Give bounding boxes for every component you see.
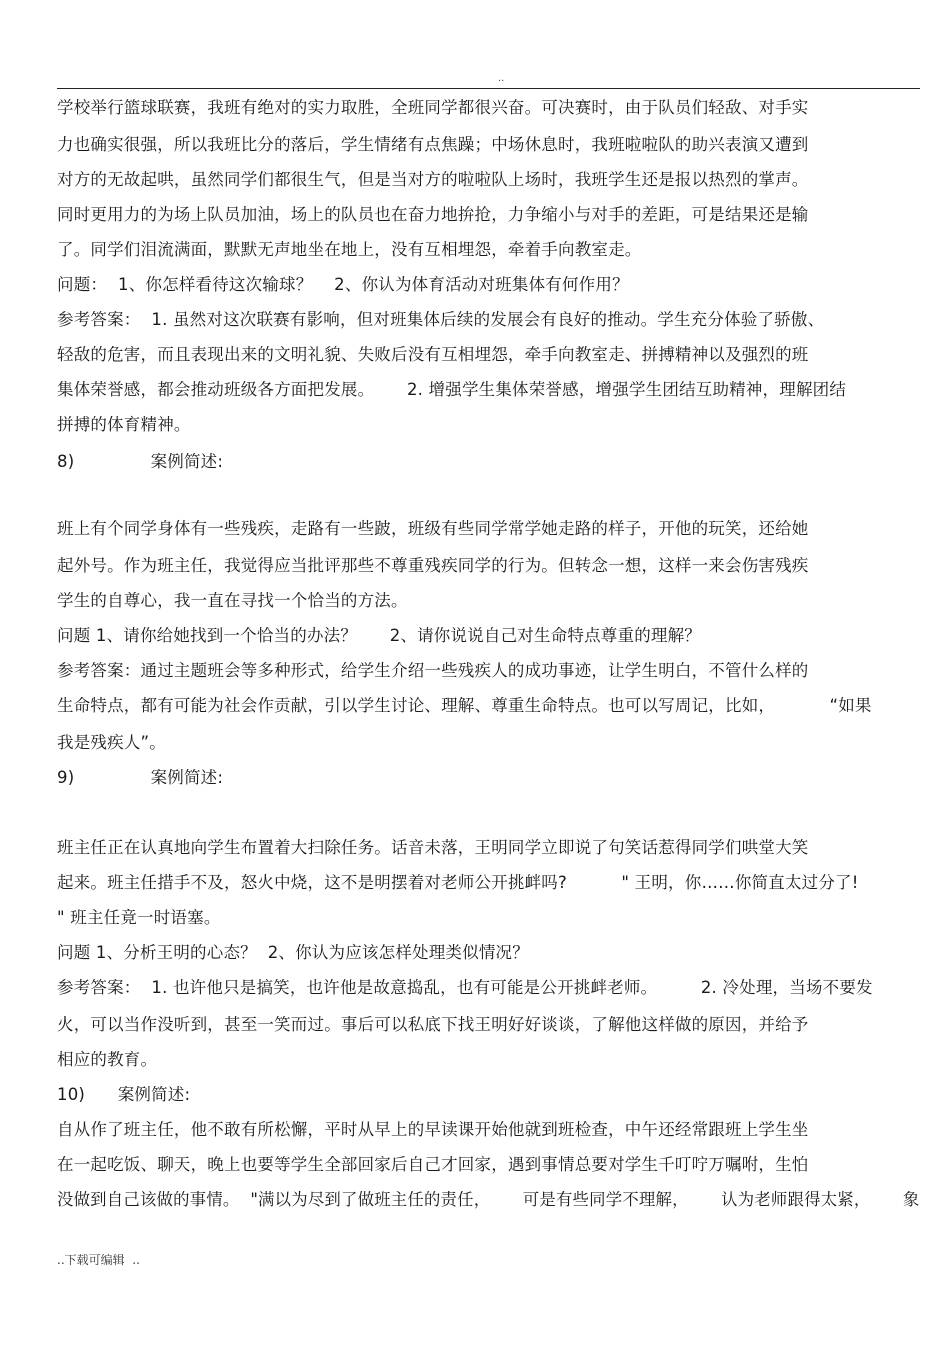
body-line: 学生的自尊心，我一直在寻找一个恰当的方法。 [57,591,408,610]
case-heading-10: 10) 案例简述: [57,1085,191,1104]
header-rule [57,88,920,89]
case-heading-8: 8) 案例简述: [57,452,224,471]
footer-note: ..下载可编辑 .. [57,1253,140,1267]
body-line: 对方的无故起哄，虽然同学们都很生气，但是当对方的啦啦队上场时，我班学生还是报以热烈的掌声。 [57,170,809,189]
answer-line: 参考答案： 1. 虽然对这次联赛有影响，但对班集体后续的发展会有良好的推动。学生充分体验了骄傲、 [57,310,825,329]
answer-line: 相应的教育。 [57,1050,158,1069]
question-line: 问题 1、分析王明的心态？ 2、你认为应该怎样处理类似情况？ [57,943,529,962]
body-line: 同时更用力的为场上队员加油，场上的队员也在奋力地拚抢，力争缩小与对手的差距，可是结果还是输 [57,205,809,224]
case-heading-9: 9) 案例简述: [57,768,224,787]
body-line: 了。同学们泪流满面，默默无声地坐在地上，没有互相埋怨，牵着手向教室走。 [57,240,642,259]
body-line: 班上有个同学身体有一些残疾，走路有一些跛，班级有些同学常学她走路的样子，开他的玩笑，还给她 [57,519,809,538]
body-line: " 班主任竟一时语塞。 [57,908,221,927]
header-mark: .. [498,73,505,84]
answer-line: 参考答案： 1. 也许他只是搞笑，也许他是故意捣乱，也有可能是公开挑衅老师。 2. 冷处理，当场不要发 [57,978,873,997]
answer-line: 轻敌的危害，而且表现出来的文明礼貌、失败后没有互相埋怨，牵手向教室走、拼搏精神以及强烈的班 [57,345,809,364]
body-line: 学校举行篮球联赛，我班有绝对的实力取胜，全班同学都很兴奋。可决赛时，由于队员们轻敌、对手实 [57,98,809,117]
body-line: 在一起吃饭、聊天，晚上也要等学生全部回家后自己才回家，遇到事情总要对学生千叮咛万嘱咐，生怕 [57,1155,809,1174]
body-line: 力也确实很强，所以我班比分的落后，学生情绪有点焦躁；中场休息时，我班啦啦队的助兴表演又遭到 [57,135,809,154]
body-line: 起外号。作为班主任，我觉得应当批评那些不尊重残疾同学的行为。但转念一想，这样一来会伤害残疾 [57,556,809,575]
answer-line: 我是残疾人”。 [57,733,166,752]
answer-line: 集体荣誉感，都会推动班级各方面把发展。 2. 增强学生集体荣誉感，增强学生团结互助精神，理解团结 [57,380,847,399]
body-line: 自从作了班主任，他不敢有所松懈，平时从早上的早读课开始他就到班检查，中午还经常跟班上学生坐 [57,1120,809,1139]
question-line: 问题： 1、你怎样看待这次输球？ 2、你认为体育活动对班集体有何作用？ [57,275,629,294]
answer-line: 参考答案：通过主题班会等多种形式，给学生介绍一些残疾人的成功事迹，让学生明白，不管什么样的 [57,661,809,680]
body-line: 起来。班主任措手不及，怒火中烧，这不是明摆着对老师公开挑衅吗? " 王明，你……你简直太过分了! [57,873,859,892]
body-line: 没做到自己该做的事情。 "满以为尽到了做班主任的责任， 可是有些同学不理解， 认为老师跟得太紧， 象 [57,1190,920,1209]
answer-line: 火，可以当作没听到，甚至一笑而过。事后可以私底下找王明好好谈谈，了解他这样做的原因，并给予 [57,1015,809,1034]
body-line: 班主任正在认真地向学生布置着大扫除任务。话音未落，王明同学立即说了句笑话惹得同学们哄堂大笑 [57,838,809,857]
answer-line: 生命特点，都有可能为社会作贡献，引以学生讨论、理解、尊重生命特点。也可以写周记，比如， “如果 [57,696,872,715]
question-line: 问题 1、请你给她找到一个恰当的办法？ 2、请你说说自己对生命特点尊重的理解？ [57,626,702,645]
answer-line: 拼搏的体育精神。 [57,415,191,434]
